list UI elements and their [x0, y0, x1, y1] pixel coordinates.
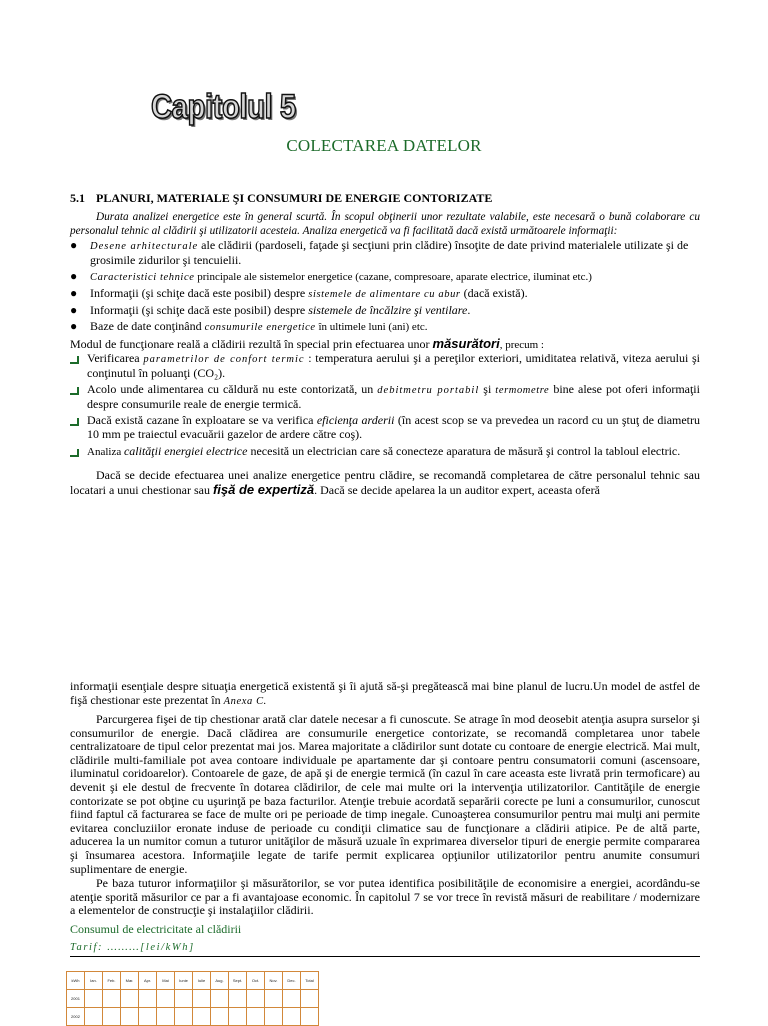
paragraph-text: informaţii esenţiale despre situaţia energetică existentă şi îi ajută să-şi pregătească mai bine planul de lucru.Un model de astfel de fişă chestionar este prezentat în [70, 679, 700, 707]
bullet-emphasis: Desene arhitecturale [90, 241, 199, 252]
section-title: PLANURI, MATERIALE ŞI CONSUMURI DE ENERGIE CONTORIZATE [96, 191, 493, 205]
table-cell [175, 990, 193, 1008]
check-emphasis: debitmetru portabil [377, 385, 480, 397]
check-text-pre: Analiza [87, 445, 124, 458]
table-cell [121, 1008, 139, 1026]
check-text-pre: Verificarea [87, 351, 144, 365]
bullet-emphasis: Caracteristici tehnice [90, 271, 195, 283]
paragraph-text: Dacă se decide efectuarea unei analize energetice pentru clădire, se recomandă completarea de către personalul tehnic sau locatari a unui chestionar sau [70, 468, 700, 497]
bullet-text-post: . [467, 303, 471, 318]
table-cell [103, 990, 121, 1008]
table-header-cell: Oct. [247, 972, 265, 990]
check-emphasis: eficienţa arderii [316, 413, 395, 428]
list-item [70, 270, 700, 285]
info-bullet-list [70, 239, 700, 338]
paragraph-text-tail: . Dacă se decide apelarea la un auditor expert, aceasta oferă [314, 482, 600, 497]
table-cell [193, 1008, 211, 1026]
table-header-cell: Nov. [265, 972, 283, 990]
chapter-subtitle: COLECTAREA DATELOR [286, 136, 482, 155]
bullet-text-pre: Baze de date conţinând [90, 319, 205, 334]
bullet-text-post: (dacă există). [460, 285, 528, 300]
table-cell [211, 990, 229, 1008]
table-cell [193, 990, 211, 1008]
annex-reference: Anexa C. [223, 695, 267, 707]
check-emphasis: parametrilor de confort termic [143, 354, 305, 365]
list-item [70, 383, 700, 411]
table-cell: 2002 [67, 1008, 85, 1026]
check-text-pre: Acolo unde alimentarea cu căldură nu este contorizată, un [87, 382, 378, 397]
paragraph [70, 469, 700, 497]
table-row [67, 1008, 319, 1026]
bullet-emphasis: consumurile energetice [204, 322, 316, 334]
chapter-title: Capitolul 5 [151, 88, 296, 126]
section-heading [70, 191, 492, 206]
table-header-cell: Sept. [229, 972, 247, 990]
table-header-cell: Iunie [175, 972, 193, 990]
list-item [70, 287, 700, 302]
bullet-text-post: ale clădirii (pardoseli, faţade şi secţiuni prin clădire) însoţite de date privind materialele utilizate şi de grosimile zidurilor şi tencuielii. [90, 238, 689, 267]
section-number: 5.1 [70, 191, 85, 205]
electricity-consumption-table [66, 971, 319, 1026]
table-cell [103, 1008, 121, 1026]
table-cell [157, 1008, 175, 1026]
table-cell [283, 1008, 301, 1026]
bullet-icon: ● [70, 319, 78, 334]
table-cell [211, 1008, 229, 1026]
table-caption: Consumul de electricitate al clădirii [70, 922, 242, 936]
bullet-emphasis: sistemele de alimentare cu abur [308, 288, 461, 300]
table-header-row [67, 972, 319, 990]
bullet-icon: ● [70, 268, 78, 283]
check-text-post: necesită un electrician care să conecteze aparatura de măsură şi control la tabloul electric. [247, 443, 681, 458]
table-cell [139, 1008, 157, 1026]
list-item [70, 304, 700, 318]
bullet-icon: ● [70, 303, 78, 318]
paragraph [70, 680, 700, 708]
table-cell [85, 1008, 103, 1026]
table-cell [139, 990, 157, 1008]
bullet-text-pre: Informaţii (şi schiţe dacă este posibil) despre [90, 303, 309, 318]
list-item [70, 320, 700, 335]
measurements-list [70, 352, 700, 462]
paragraph: Pe baza tuturor informaţiilor şi măsurătorilor, se vor putea identifica posibilităţile de economisire a energiei, acordându-se atenţie sporită măsurilor ce par a fi avantajoase economic. În capitolul 7 se vor trece în revistă măsuri de reabilitare / modernizare a elementelor de construcţie şi instalaţiilor clădirii. [70, 876, 700, 918]
table-cell [301, 1008, 319, 1026]
table-cell [247, 990, 265, 1008]
table-row [67, 990, 319, 1008]
table-cell [265, 990, 283, 1008]
table-header-cell: kWh [67, 972, 85, 990]
table-header-cell: Dec. [283, 972, 301, 990]
intro-paragraph: Durata analizei energetice este în general scurtă. În scopul obţinerii unor rezultate valabile, este necesară o bună colaborare cu personalul tehnic al clădirii şi utilizatorii acesteia. Analiza energetică va fi facilitată dacă există următoarele informaţii: [70, 211, 700, 237]
table-header-cell: Apr. [139, 972, 157, 990]
measurements-intro-text: Modul de funcţionare reală a clădirii rezultă în special prin efectuarea unor [70, 337, 433, 351]
table-cell [121, 990, 139, 1008]
table-header-cell: Iulie [193, 972, 211, 990]
bullet-text-post: principale ale sistemelor energetice (cazane, compresoare, aparate electrice, iluminat etc.) [194, 270, 592, 283]
measurements-keyword: măsurători [432, 336, 500, 351]
table-cell [247, 1008, 265, 1026]
list-item [70, 445, 700, 460]
check-text-mid: şi [479, 382, 496, 397]
checkbox-bullet-icon [70, 449, 79, 457]
list-item [70, 414, 700, 441]
table-cell [229, 1008, 247, 1026]
bullet-emphasis: sistemele de încălzire şi ventilare [308, 303, 468, 318]
check-text-pre: Dacă există cazane în exploatare se va verifica [87, 413, 317, 428]
table-cell [157, 990, 175, 1008]
checkbox-bullet-icon [70, 418, 79, 426]
table-header-cell: Total [301, 972, 319, 990]
tariff-label: Tarif: ………[lei/kWh] [70, 942, 195, 953]
table-cell [265, 1008, 283, 1026]
paragraph-keyword: fişă de expertiză [212, 481, 315, 497]
table-header-cell: Mai [157, 972, 175, 990]
check-text-post: : temperatura aerului şi a pereţilor exteriori, umiditatea relativă, viteza aerului şi conţinutul în poluanţi (CO₂). [87, 351, 700, 380]
table-header-cell: Aug. [211, 972, 229, 990]
bullet-icon: ● [70, 285, 78, 300]
bullet-text-pre: Informaţii (şi schiţe dacă este posibil) despre [90, 285, 309, 300]
table-cell: 2001 [67, 990, 85, 1008]
check-emphasis-2: termometre [495, 385, 550, 397]
divider [70, 956, 700, 957]
checkbox-bullet-icon [70, 387, 79, 395]
table-header-cell: Mar. [121, 972, 139, 990]
check-emphasis: calităţii energiei electrice [123, 443, 248, 458]
paragraph: Parcurgerea fişei de tip chestionar arată clar datele necesar a fi cunoscute. Se atrage în mod deosebit atenţia asupra surselor şi consumurilor de energie. Dacă clădirea are consumurile energetice contorizate, se recomandă completarea unor tabele centralizatoare de tipul celor prezentat mai jos. Marea majoritate a clădirilor sunt dotate cu contoare de energie electrică. Mai mult, clădirile multi-familiale pot avea contoare individuale pe apartamente dar şi contoare pentru consumatorii comuni (ascensoare, iluminatul coridoarelor). Contoarele de gaze, de apă şi de energie termică (în cazul în care aceasta este livrată prin termoficare) au devenit şi ele destul de frecvente în dotarea clădirilor, de cele mai multe ori la intervenţia utilizatorilor. Cantităţile de energie contorizate se pot obţine cu uşurinţă pe baza facturilor. Atenţie trebuie acordată separării corecte pe luni a consumurilor, cunoscut fiind faptul că facturarea se face de multe ori pe perioade de timp inegale. Cunoaşterea consumurilor pentru mai mulţi ani permite evitarea concluziilor eronate induse de perioade cu condiţii climatice sau de funcţionare a clădirii atipice. Pe de altă parte, aducerea la un numitor comun a tuturor unităţilor de măsură uzuale în exprimarea diverselor tipuri de energie permite compararea şi însumarea acestora. Informaţiile legate de tarife permit explicarea opţiunilor utilizatorilor pentru anumite consumuri suplimentare de energie. [70, 712, 700, 876]
table-cell [175, 1008, 193, 1026]
checkbox-bullet-icon [70, 356, 79, 364]
list-item [70, 239, 700, 267]
table-header-cell: Feb. [103, 972, 121, 990]
bullet-text-post: în ultimele luni (ani) etc. [315, 321, 428, 334]
bullet-icon: ● [70, 238, 78, 252]
check-text-post: bine alese pot oferi informaţii despre consumurile reale de energie termică. [87, 382, 700, 411]
table-cell [229, 990, 247, 1008]
list-item [70, 352, 700, 380]
table-header-cell: Ian. [85, 972, 103, 990]
measurements-intro-tail: , precum : [499, 339, 544, 351]
table-cell [301, 990, 319, 1008]
check-text-post: (în acest scop se va prevedea un racord cu un ştuţ de diametru 10 mm pe traiectul evacuării gazelor de ardere către coş). [87, 413, 701, 441]
table-cell [85, 990, 103, 1008]
table-cell [283, 990, 301, 1008]
